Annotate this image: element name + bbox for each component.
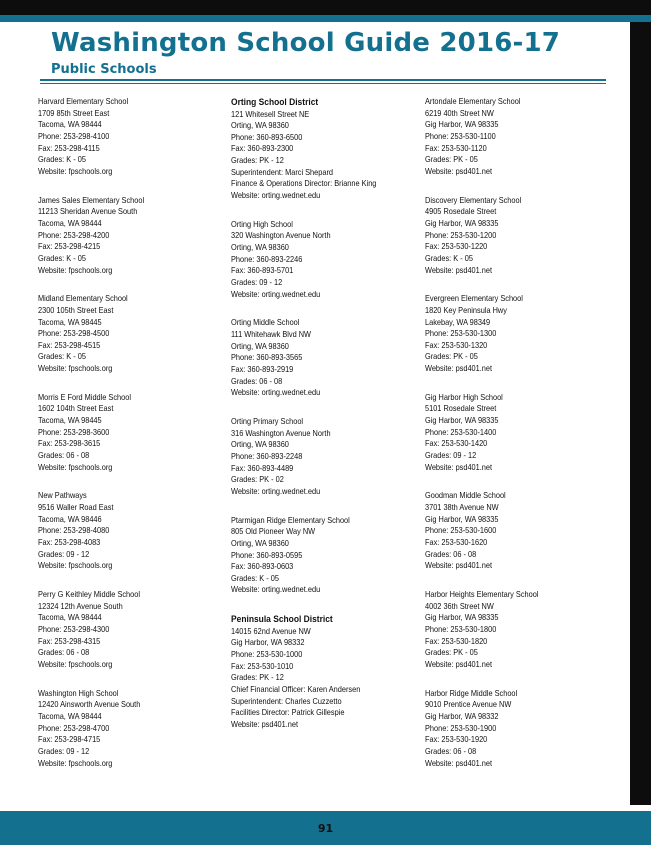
- school-entry: [38, 96, 228, 178]
- entry-detail-line: Website: fpschools.org: [38, 758, 113, 768]
- top-accent-stripe: [0, 15, 651, 22]
- entry-detail-line: Tacoma, WA 98444: [38, 613, 102, 623]
- entry-detail-line: Website: psd401.net: [425, 758, 493, 768]
- entry-detail-line: 5101 Rosedale Street: [425, 404, 497, 414]
- page-number: 91: [317, 822, 334, 835]
- entry-detail-line: Website: psd401.net: [425, 462, 493, 472]
- school-name: Perry G Keithley Middle School: [38, 589, 140, 599]
- entry-detail-line: 1602 104th Street East: [38, 404, 114, 414]
- entry-detail-line: Facilities Director: Patrick Gillespie: [231, 708, 345, 718]
- entry-detail-line: Phone: 360-893-2248: [231, 451, 303, 461]
- entry-detail-line: Fax: 253-530-1320: [425, 340, 488, 350]
- district-name: Orting School District: [231, 96, 319, 107]
- school-entry: [425, 688, 615, 770]
- entry-detail-line: Fax: 360-893-2919: [231, 364, 294, 374]
- entry-detail-line: Tacoma, WA 98444: [38, 120, 102, 130]
- header-rule-thick: [40, 79, 606, 81]
- entry-detail-line: Gig Harbor, WA 98332: [425, 711, 499, 721]
- school-entry: [38, 688, 228, 770]
- entry-detail-line: 121 Whitesell Street NE: [231, 109, 310, 119]
- entry-detail-line: Orting, WA 98360: [231, 121, 289, 131]
- entry-detail-line: 316 Washington Avenue North: [231, 428, 331, 438]
- entry-detail-line: Grades: 06 - 08: [38, 451, 90, 461]
- school-entry: [231, 515, 421, 597]
- entry-detail-line: Website: orting.wednet.edu: [231, 486, 321, 496]
- school-entry: [231, 317, 421, 399]
- school-entry: [38, 195, 228, 277]
- entry-detail-line: 12420 Ainsworth Avenue South: [38, 700, 141, 710]
- school-name: Harbor Heights Elementary School: [425, 589, 539, 599]
- entry-detail-line: Fax: 253-530-1620: [425, 538, 488, 547]
- school-entry: [231, 416, 421, 498]
- entry-detail-line: Grades: 06 - 08: [231, 376, 283, 386]
- entry-detail-line: Fax: 360-893-4489: [231, 463, 294, 473]
- entry-detail-line: Fax: 253-298-4115: [38, 143, 100, 153]
- entry-detail-line: Gig Harbor, WA 98335: [425, 514, 499, 524]
- school-name: Orting Primary School: [231, 416, 304, 426]
- entry-detail-line: Phone: 253-530-1600: [425, 526, 497, 536]
- school-name: Harbor Ridge Middle School: [425, 688, 518, 698]
- school-name: Orting Middle School: [231, 318, 300, 328]
- entry-detail-line: Phone: 253-298-4080: [38, 526, 110, 536]
- entry-detail-line: Phone: 253-298-3600: [38, 427, 110, 437]
- entry-detail-line: Grades: 06 - 08: [425, 549, 477, 559]
- entry-detail-line: Tacoma, WA 98445: [38, 416, 102, 426]
- entry-detail-line: Orting, WA 98360: [231, 341, 289, 351]
- entry-detail-line: Gig Harbor, WA 98335: [425, 416, 499, 426]
- entry-detail-line: Finance & Operations Director: Brianne King: [231, 179, 377, 189]
- entry-detail-line: Fax: 253-298-4215: [38, 242, 101, 252]
- entry-detail-line: Fax: 360-893-0603: [231, 562, 294, 572]
- entry-detail-line: Fax: 253-530-1920: [425, 735, 488, 745]
- school-entry: [38, 490, 228, 572]
- right-edge-bar: [630, 15, 651, 805]
- entry-detail-line: Website: fpschools.org: [38, 265, 113, 275]
- school-name: Gig Harbor High School: [425, 392, 503, 402]
- directory-column-1: [38, 96, 228, 786]
- entry-detail-line: Grades: K - 05: [231, 573, 279, 583]
- entry-detail-line: Phone: 360-893-6500: [231, 132, 303, 142]
- entry-detail-line: Chief Financial Officer: Karen Andersen: [231, 684, 361, 694]
- entry-detail-line: Website: orting.wednet.edu: [231, 388, 321, 398]
- entry-detail-line: Grades: K - 05: [425, 253, 473, 263]
- entry-detail-line: 4002 36th Street NW: [425, 601, 494, 611]
- entry-detail-line: Phone: 253-298-4100: [38, 131, 110, 141]
- entry-detail-line: Phone: 253-298-4300: [38, 624, 110, 634]
- entry-detail-line: Phone: 253-298-4200: [38, 230, 110, 240]
- entry-detail-line: Website: orting.wednet.edu: [231, 191, 321, 201]
- entry-detail-line: Fax: 253-530-1820: [425, 636, 488, 646]
- school-entry: [425, 392, 615, 474]
- entry-detail-line: 3701 38th Avenue NW: [425, 503, 499, 513]
- entry-detail-line: Lakebay, WA 98349: [425, 317, 491, 327]
- entry-detail-line: Fax: 253-298-4515: [38, 340, 101, 350]
- entry-detail-line: 9516 Waller Road East: [38, 503, 114, 513]
- entry-detail-line: 2300 105th Street East: [38, 305, 114, 315]
- entry-detail-line: Fax: 253-298-4315: [38, 636, 101, 646]
- entry-detail-line: Phone: 360-893-3565: [231, 353, 303, 363]
- school-name: Orting High School: [231, 219, 293, 229]
- school-name: Evergreen Elementary School: [425, 294, 523, 304]
- entry-detail-line: Grades: PK - 05: [425, 352, 478, 362]
- entry-detail-line: 9010 Prentice Avenue NW: [425, 700, 512, 710]
- entry-detail-line: Grades: PK - 05: [425, 155, 478, 165]
- school-entry: [425, 195, 615, 277]
- entry-detail-line: Gig Harbor, WA 98335: [425, 120, 499, 130]
- school-entry: [425, 96, 615, 178]
- entry-detail-line: Website: orting.wednet.edu: [231, 289, 321, 299]
- entry-detail-line: Phone: 253-530-1800: [425, 624, 497, 634]
- school-entry: [231, 219, 421, 301]
- entry-detail-line: Phone: 253-298-4700: [38, 723, 110, 733]
- school-entry: [38, 392, 228, 474]
- entry-detail-line: Fax: 253-530-1420: [425, 439, 488, 449]
- entry-detail-line: Tacoma, WA 98444: [38, 218, 102, 228]
- entry-detail-line: 14015 62nd Avenue NW: [231, 626, 311, 636]
- entry-detail-line: Phone: 253-530-1200: [425, 230, 497, 240]
- district-entry: [231, 96, 421, 202]
- entry-detail-line: Fax: 253-298-4083: [38, 538, 101, 547]
- entry-detail-line: Fax: 253-530-1120: [425, 143, 487, 153]
- entry-detail-line: Fax: 360-893-5701: [231, 266, 294, 276]
- entry-detail-line: 12324 12th Avenue South: [38, 601, 123, 611]
- entry-detail-line: 320 Washington Avenue North: [231, 231, 331, 241]
- entry-detail-line: Fax: 360-893-2300: [231, 144, 294, 154]
- entry-detail-line: 4905 Rosedale Street: [425, 207, 497, 217]
- entry-detail-line: Grades: PK - 05: [425, 648, 478, 658]
- entry-detail-line: Website: fpschools.org: [38, 659, 113, 669]
- entry-detail-line: Grades: K - 05: [38, 352, 86, 362]
- entry-detail-line: Grades: 09 - 12: [38, 746, 90, 756]
- school-name: New Pathways: [38, 491, 87, 501]
- entry-detail-line: Phone: 253-530-1400: [425, 427, 497, 437]
- entry-detail-line: Phone: 253-530-1100: [425, 131, 496, 141]
- school-entry: [425, 490, 615, 572]
- entry-detail-line: Website: orting.wednet.edu: [231, 585, 321, 595]
- school-entry: [38, 589, 228, 671]
- school-name: Midland Elementary School: [38, 294, 128, 304]
- entry-detail-line: Superintendent: Marci Shepard: [231, 167, 334, 177]
- entry-detail-line: Orting, WA 98360: [231, 243, 289, 253]
- entry-detail-line: Grades: PK - 12: [231, 673, 284, 683]
- section-subtitle: Public Schools: [51, 62, 157, 77]
- entry-detail-line: Website: psd401.net: [425, 561, 493, 571]
- entry-detail-line: Orting, WA 98360: [231, 440, 289, 450]
- school-name: Discovery Elementary School: [425, 195, 522, 205]
- entry-detail-line: Fax: 253-530-1010: [231, 661, 294, 671]
- entry-detail-line: Phone: 253-530-1900: [425, 723, 497, 733]
- entry-detail-line: Website: psd401.net: [425, 265, 493, 275]
- school-name: Morris E Ford Middle School: [38, 392, 131, 402]
- school-entry: [425, 293, 615, 375]
- district-name: Peninsula School District: [231, 613, 333, 625]
- directory-column-2: [231, 96, 421, 748]
- top-banner: [0, 0, 651, 15]
- entry-detail-line: Fax: 253-530-1220: [425, 242, 488, 252]
- entry-detail-line: Website: fpschools.org: [38, 364, 113, 374]
- entry-detail-line: Phone: 253-530-1000: [231, 649, 303, 659]
- entry-detail-line: 1820 Key Peninsula Hwy: [425, 305, 507, 315]
- entry-detail-line: Gig Harbor, WA 98335: [425, 613, 499, 623]
- entry-detail-line: Tacoma, WA 98445: [38, 317, 102, 327]
- entry-detail-line: Gig Harbor, WA 98332: [231, 638, 305, 648]
- entry-detail-line: Grades: 09 - 12: [38, 549, 90, 559]
- entry-detail-line: Phone: 253-298-4500: [38, 329, 110, 339]
- entry-detail-line: 111 Whitehawk Blvd NW: [231, 330, 312, 339]
- entry-detail-line: 6219 40th Street NW: [425, 108, 494, 118]
- entry-detail-line: Grades: K - 05: [38, 253, 86, 263]
- entry-detail-line: Fax: 253-298-3615: [38, 439, 101, 449]
- entry-detail-line: Tacoma, WA 98446: [38, 514, 102, 524]
- school-name: Washington High School: [38, 688, 119, 698]
- entry-detail-line: 805 Old Pioneer Way NW: [231, 527, 316, 537]
- entry-detail-line: Phone: 253-530-1300: [425, 329, 497, 339]
- school-name: Goodman Middle School: [425, 491, 506, 501]
- school-name: James Sales Elementary School: [38, 195, 145, 205]
- entry-detail-line: Fax: 253-298-4715: [38, 735, 101, 745]
- entry-detail-line: Website: fpschools.org: [38, 166, 113, 176]
- school-entry: [425, 589, 615, 671]
- school-entry: [38, 293, 228, 375]
- entry-detail-line: Phone: 360-893-2246: [231, 254, 303, 264]
- entry-detail-line: Website: psd401.net: [425, 364, 493, 374]
- entry-detail-line: Superintendent: Charles Cuzzetto: [231, 696, 342, 706]
- page-title: Washington School Guide 2016-17: [51, 28, 561, 58]
- entry-detail-line: Gig Harbor, WA 98335: [425, 218, 499, 228]
- school-name: Harvard Elementary School: [38, 97, 129, 106]
- entry-detail-line: Orting, WA 98360: [231, 538, 289, 548]
- entry-detail-line: Grades: PK - 12: [231, 156, 284, 166]
- entry-detail-line: Grades: PK - 02: [231, 475, 284, 485]
- entry-detail-line: Grades: 06 - 08: [425, 746, 477, 756]
- entry-detail-line: Website: fpschools.org: [38, 561, 113, 571]
- entry-detail-line: Website: fpschools.org: [38, 462, 113, 472]
- entry-detail-line: Grades: K - 05: [38, 155, 86, 165]
- school-name: Ptarmigan Ridge Elementary School: [231, 515, 350, 525]
- entry-detail-line: Website: psd401.net: [425, 659, 493, 669]
- entry-detail-line: Grades: 06 - 08: [38, 648, 90, 658]
- entry-detail-line: Website: psd401.net: [425, 166, 493, 176]
- header-rule-thin: [40, 83, 606, 84]
- district-entry: [231, 613, 421, 730]
- directory-column-3: [425, 96, 615, 786]
- school-name: Artondale Elementary School: [425, 97, 521, 106]
- entry-detail-line: 1709 85th Street East: [38, 108, 110, 118]
- entry-detail-line: 11213 Sheridan Avenue South: [38, 207, 138, 217]
- entry-detail-line: Grades: 09 - 12: [425, 451, 477, 461]
- entry-detail-line: Phone: 360-893-0595: [231, 550, 303, 560]
- entry-detail-line: Tacoma, WA 98444: [38, 711, 102, 721]
- right-edge-accent: [630, 15, 651, 22]
- entry-detail-line: Grades: 09 - 12: [231, 278, 283, 288]
- entry-detail-line: Website: psd401.net: [231, 719, 299, 729]
